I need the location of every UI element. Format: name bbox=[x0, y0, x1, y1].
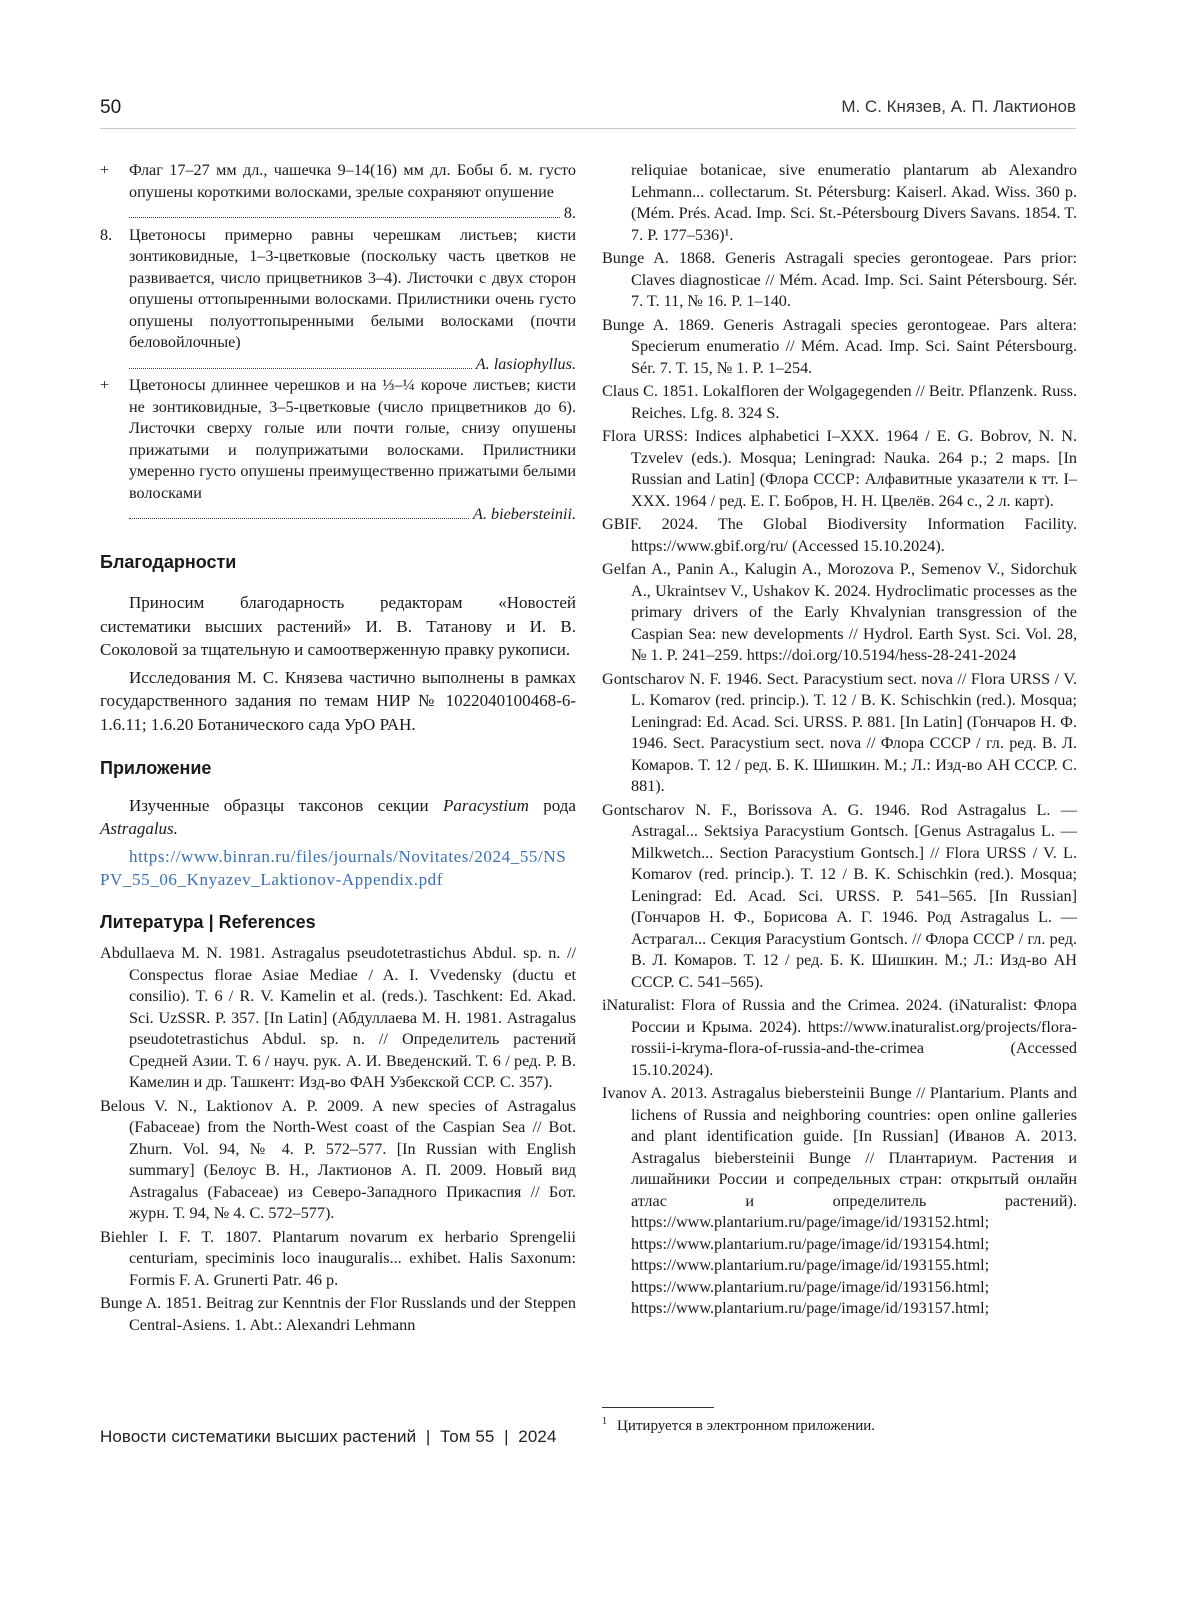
identification-key bbox=[100, 160, 576, 526]
key-text: Цветоносы примерно равны черешкам листьев; кисти зонтиковидные, 1–3-цветковые (поскольку часть цветков не развивается, число прицветников 3–4). Листочки с двух сторон опушены оттопыренными волосками. Прилистники очень густо опушены полуоттопыренными белыми волосками (почти беловойлочные) bbox=[129, 225, 576, 351]
key-result: 8. bbox=[563, 204, 576, 222]
reference-entry: iNaturalist: Flora of Russia and the Crimea. 2024. (iNaturalist: Флора России и Крыма. 2024). https://www.inaturalist.org/projects/flora-rossii-i-kryma-flora-of-russia-and-the-crimea (Accessed 15.10.2024). bbox=[602, 996, 1077, 1079]
footnote-rule bbox=[602, 1407, 714, 1408]
page-number: 50 bbox=[100, 97, 122, 118]
reference-entry: Bunge A. 1851. Beitrag zur Kenntnis der Flor Russlands und der Steppen Central-Asiens. 1. Abt.: Alexandri Lehmann bbox=[100, 1294, 576, 1334]
key-couplet bbox=[100, 375, 576, 526]
leader-dots bbox=[129, 217, 560, 218]
reference-entry: Gontscharov N. F., Borissova A. G. 1946. Rod Astragalus L. — Astragal... Sektsiya Paracystium Gontsch. [Genus Astragalus L. — Milkwetch... Section Paracystium Gontsch.] // Flora URSS / V. L. Komarov (red. princip.). T. 12 / B. K. Schischkin (red.). Mosqua; Leningrad: Ed. Acad. Sci. URSS. P. 541–565. [In Russian] (Гончаров Н. Ф., Борисова А. Г. 1946. Род Astragalus L. — Астрагал... Секция Paracystium Gontsch. // Флора СССР / гл. ред. В. Л. Комаров. Т. 12 / ред. Б. К. Шишкин. М.; Л.: Изд-во АН СССР. С. 541–565). bbox=[602, 800, 1077, 991]
reference-entry: Biehler I. F. T. 1807. Plantarum novarum ex herbario Sprengelii centuriam, speciminis loco inauguralis... exhibet. Halis Saxonum: Formis F. A. Grunerti Patr. 46 p. bbox=[100, 1227, 576, 1289]
key-text: Цветоносы длиннее черешков и на ⅓–¼ короче листьев; кисти не зонтиковидные, 3–5-цветковые (число прицветников до 6). Листочки сверху голые или почти голые, снизу опушены прижатыми и полуприжатыми волосками. Прилистники умеренно густо опушены преимущественно прижатыми белыми волосками bbox=[129, 376, 576, 502]
running-authors: М. С. Князев, А. П. Лактионов bbox=[841, 97, 1076, 116]
reference-entry: Gontscharov N. F. 1946. Sect. Paracystium sect. nova // Flora URSS / V. L. Komarov (red. princip.). T. 12 / B. K. Schischkin (red.). Mosqua; Leningrad: Ed. Acad. Sci. URSS. P. 881. [In Latin] (Гончаров Н. Ф. 1946. Sect. Paracystium sect. nova // Флора СССР / гл. ред. В. Л. Комаров. Т. 12 / ред. Б. К. Шишкин. М.; Л.: Изд-во АН СССР. С. 881). bbox=[602, 669, 1077, 795]
references-list-left bbox=[100, 943, 576, 1336]
acknowledgements-paragraph: Приносим благодарность редакторам «Новостей систематики высших растений» И. В. Татанову и И. В. Соколовой за тщательную и самоотверженную правку рукописи. bbox=[100, 593, 576, 659]
leader-dots bbox=[129, 368, 472, 369]
key-couplet bbox=[100, 225, 576, 376]
reference-entry: Bunge A. 1868. Generis Astragali species gerontogeae. Pars prior: Claves diagnosticae // Mém. Acad. Imp. Sci. Saint Pétersbourg. Sér. 7. T. 11, № 16. P. 1–140. bbox=[602, 249, 1077, 310]
appendix-text: Изученные образцы таксонов секции Paracystium рода Astragalus. bbox=[100, 795, 576, 838]
key-couplet bbox=[100, 160, 576, 225]
left-column bbox=[100, 160, 576, 1338]
appendix-heading: Приложение bbox=[100, 758, 212, 778]
reference-entry: Gelfan A., Panin A., Kalugin A., Morozova P., Semenov V., Sidorchuk A., Ukraintsev V., Ushakov K. 2024. Hydroclimatic processes as the primary drivers of the Early Khvalynian transgression of the Caspian Sea: new developments // Hydrol. Earth Syst. Sci. Vol. 28, № 1. P. 241–259. https://doi.org/10.5194/hess-28-241-2024 bbox=[602, 560, 1077, 664]
acknowledgements-heading: Благодарности bbox=[100, 551, 237, 572]
right-column bbox=[602, 160, 1077, 1322]
reference-continuation: reliquiae botanicae, sive enumeratio plantarum ab Alexandro Lehmann... collectarum. St. Pétersburg: Kaiserl. Akad. Wiss. 360 p. (Mém. Prés. Acad. Imp. Sci. St.-Pétersbourg Divers Savans. 1854. T. 7. P. 177–536)¹. bbox=[631, 161, 1078, 244]
footnote bbox=[602, 1412, 875, 1436]
key-mark: + bbox=[100, 376, 110, 394]
footnote-text: Цитируется в электронном приложении. bbox=[617, 1418, 876, 1434]
reference-entry: GBIF. 2024. The Global Biodiversity Information Facility. https://www.gbif.org/ru/ (Accessed 15.10.2024). bbox=[602, 515, 1077, 555]
key-text: Флаг 17–27 мм дл., чашечка 9–14(16) мм дл. Бобы б. м. густо опушены короткими волосками, зрелые сохраняют опушение bbox=[129, 161, 576, 201]
key-result: A. lasiophyllus. bbox=[475, 354, 576, 373]
key-mark: 8. bbox=[100, 225, 113, 244]
reference-entry: Claus C. 1851. Lokalfloren der Wolgagegenden // Beitr. Pflanzenk. Russ. Reiches. Lfg. 8. 324 S. bbox=[602, 382, 1077, 422]
key-mark: + bbox=[100, 161, 110, 179]
reference-entry: Flora URSS: Indices alphabetici I–XXX. 1964 / E. G. Bobrov, N. N. Tzvelev (eds.). Mosqua; Leningrad: Nauka. 264 p.; 2 maps. [In Russian and Latin] (Флора СССР: Алфавитные указатели к тт. I–XXX. 1964 / ред. Е. Г. Бобров, Н. Н. Цвелёв. 264 с., 2 л. карт). bbox=[602, 427, 1077, 510]
reference-entry: Belous V. N., Laktionov A. P. 2009. A new species of Astragalus (Fabaceae) from the North-West coast of the Caspian Sea // Bot. Zhurn. Vol. 94, № 4. P. 572–577. [In Russian with English summary] (Белоус В. Н., Лактионов А. П. 2009. Новый вид Astragalus (Fabaceae) из Северо-Западного Прикаспия // Бот. журн. Т. 94, № 4. С. 572–577). bbox=[100, 1096, 576, 1222]
section-name: Paracystium bbox=[442, 795, 529, 815]
reference-entry: Abdullaeva M. N. 1981. Astragalus pseudotetrastichus Abdul. sp. n. // Conspectus florae Asiae Mediae / A. I. Vvedensky (ductu et consilio). T. 6 / R. V. Kamelin et al. (reds.). Taschkent: Ed. Akad. Sci. UzSSR. P. 357. [In Latin] (Абдуллаева М. Н. 1981. Astragalus pseudotetrastichus Abdul. sp. n. // Определитель растений Средней Азии. Т. 6 / науч. рук. А. И. Введенский. Т. 6 / ред. Р. В. Камелин и др. Ташкент: Изд-во ФАН Узбекской ССР. С. 357). bbox=[100, 944, 576, 1091]
acknowledgements-paragraph: Исследования М. С. Князева частично выполнены в рамках государственного задания по темам НИР № 1022040100468-6-1.6.11; 1.6.20 Ботанического сада УрО РАН. bbox=[100, 667, 576, 734]
appendix-link[interactable]: https://www.binran.ru/files/journals/Novitates/2024_55/NSPV_55_06_Knyazev_Laktionov-Appendix.pdf bbox=[100, 846, 567, 889]
footnote-mark: 1 bbox=[602, 1416, 607, 1427]
header-rule bbox=[100, 128, 1076, 129]
references-heading: Литература | References bbox=[100, 911, 316, 932]
leader-dots bbox=[129, 518, 469, 519]
running-header bbox=[100, 97, 1076, 123]
genus-name: Astragalus. bbox=[100, 819, 178, 838]
journal-footer: Новости систематики высших растений | Том 55 | 2024 bbox=[100, 1427, 557, 1446]
reference-entry: Bunge A. 1869. Generis Astragali species gerontogeae. Pars altera: Specierum enumeratio // Mém. Acad. Imp. Sci. Saint Pétersbourg. Sér. 7. T. 15, № 1. P. 1–254. bbox=[602, 315, 1077, 377]
reference-entry: Ivanov A. 2013. Astragalus biebersteinii Bunge // Plantarium. Plants and lichens of Russia and neighboring countries: open online galleries and plant identification guide. [In Russian] (Иванов А. 2013. Astragalus biebersteinii Bunge // Плантариум. Растения и лишайники России и сопредельных стран: открытый онлайн атлас и определитель растений). https://www.plantarium.ru/page/image/id/193152.html; https://www.plantarium.ru/page/image/id/193154.html; https://www.plantarium.ru/page/image/id/193155.html; https://www.plantarium.ru/page/image/id/193156.html; https://www.plantarium.ru/page/image/id/193157.html; bbox=[602, 1084, 1077, 1317]
key-result: A. biebersteinii. bbox=[473, 505, 576, 523]
